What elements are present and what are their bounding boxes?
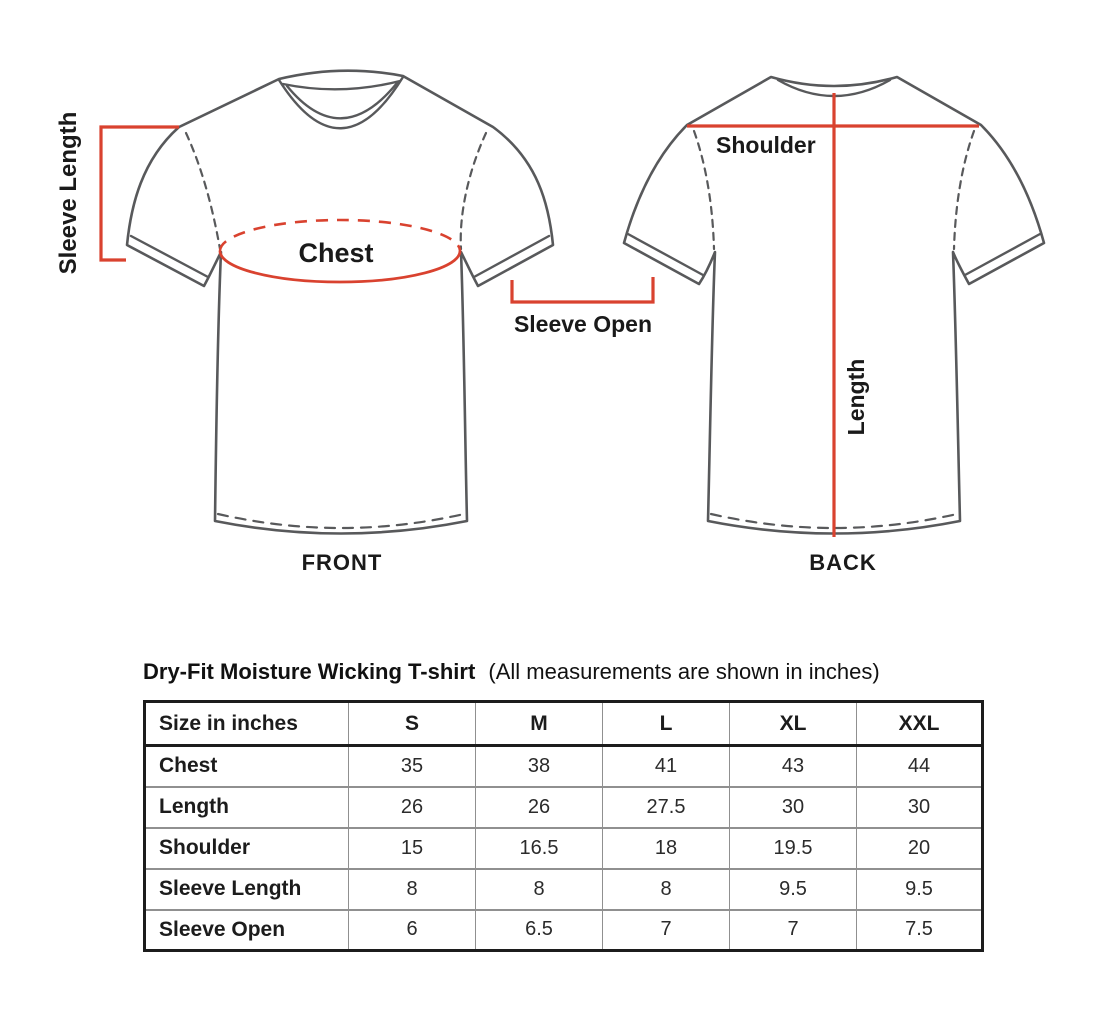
row-label: Sleeve Length (145, 869, 349, 910)
cell: 9.5 (730, 869, 857, 910)
cell: 7 (603, 910, 730, 951)
cell: 18 (603, 828, 730, 869)
cell: 8 (349, 869, 476, 910)
table-row-shoulder (145, 828, 983, 869)
row-label: Chest (145, 746, 349, 787)
table-row-sleeve-length (145, 869, 983, 910)
cell: 44 (857, 746, 983, 787)
front-shirt-outline (127, 71, 553, 534)
sleeve-length-label: Sleeve Length (55, 111, 82, 275)
cell: 26 (476, 787, 603, 828)
shoulder-label: Shoulder (716, 132, 816, 158)
row-label: Length (145, 787, 349, 828)
column-header-s: S (349, 702, 476, 746)
table-row-length (145, 787, 983, 828)
column-header-xl: XL (730, 702, 857, 746)
cell: 41 (603, 746, 730, 787)
table-row-sleeve-open (145, 910, 983, 951)
cell: 35 (349, 746, 476, 787)
row-label: Sleeve Open (145, 910, 349, 951)
cell: 9.5 (857, 869, 983, 910)
cell: 15 (349, 828, 476, 869)
sleeve-open-bracket (512, 277, 653, 302)
cell: 26 (349, 787, 476, 828)
size-chart-table (143, 700, 984, 952)
front-caption: FRONT (301, 550, 383, 575)
cell: 16.5 (476, 828, 603, 869)
length-label: Length (843, 358, 869, 436)
front-shirt-body (127, 71, 553, 534)
cell: 8 (603, 869, 730, 910)
cell: 38 (476, 746, 603, 787)
cell: 19.5 (730, 828, 857, 869)
cell: 7 (730, 910, 857, 951)
column-header-m: M (476, 702, 603, 746)
cell: 8 (476, 869, 603, 910)
header-row (145, 702, 983, 746)
size-chart-title-name: Dry-Fit Moisture Wicking T-shirt (143, 659, 476, 684)
cell: 30 (730, 787, 857, 828)
column-header-l: L (603, 702, 730, 746)
cell: 6.5 (476, 910, 603, 951)
cell: 43 (730, 746, 857, 787)
cell: 20 (857, 828, 983, 869)
cell: 7.5 (857, 910, 983, 951)
size-chart-title-note: (All measurements are shown in inches) (488, 659, 880, 684)
column-header-xxl: XXL (857, 702, 983, 746)
table-row-chest (145, 746, 983, 787)
sleeve-open-label: Sleeve Open (513, 311, 653, 337)
size-chart-title (143, 659, 1003, 685)
cell: 6 (349, 910, 476, 951)
back-caption: BACK (809, 550, 877, 575)
cell: 27.5 (603, 787, 730, 828)
row-label: Shoulder (145, 828, 349, 869)
column-header-size: Size in inches (145, 702, 349, 746)
chest-label: Chest (298, 238, 374, 268)
cell: 30 (857, 787, 983, 828)
